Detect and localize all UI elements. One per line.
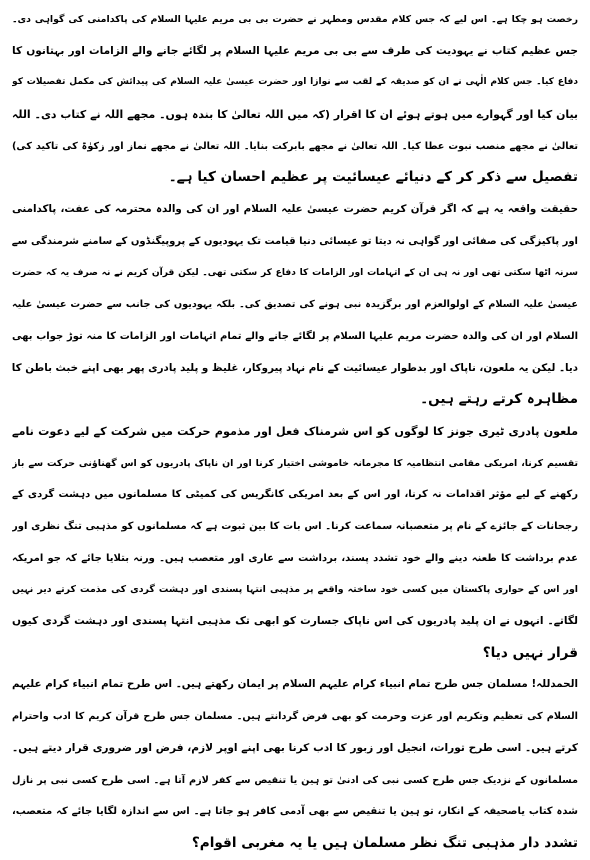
text-line: تعالیٰ نے مجھے منصب نبوت عطا کیا۔ اللہ تعالیٰ نے مجھے بابرکت بنایا۔ اللہ تعالیٰ نے مجھے نماز اور زکوٰۃ کی تاکید کی) bbox=[12, 140, 578, 152]
text-line: دفاع کیا۔ جس کلام الٰہی نے ان کو صدیقہ کے لقب سے نوازا اور حضرت عیسیٰ علیہ السلام کی پیدائش کی مکمل تفصیلات کو bbox=[12, 77, 578, 88]
text-line: دیا۔ لیکن یہ ملعون، ناپاک اور بدطوار عیسائیت کے نام نہاد پیروکار، غلیظ و پلید پادری پھر بھی اپنے خبث باطن کا bbox=[12, 361, 578, 374]
text-line: بیان کیا اور گہوارے میں ہوتے ہوئے ان کا اقرار (کہ میں اللہ تعالیٰ کا بندہ ہوں۔ مجھے اللہ نے کتاب دی۔ اللہ bbox=[12, 108, 578, 122]
text-line: رکھنے کے لیے مؤثر اقدامات نہ کرنا، اور اس کے بعد امریکی کانگریس کی کمیٹی کا مسلمانوں میں دہشت گردی کے bbox=[12, 489, 578, 501]
paragraph-3 bbox=[12, 416, 578, 670]
text-line: لگاتے۔ انہوں نے ان پلید پادریوں کی اس ناپاک جسارت کو ابھی تک مذہبی انتہا پسندی اور دہشت گردی کیوں bbox=[12, 615, 578, 628]
text-line: سرنہ اٹھا سکتی تھی اور نہ ہی ان کے اتہامات اور الزامات کا دفاع کر سکتی تھی۔ لیکن قرآن کریم نے نہ صرف یہ کہ حضرت bbox=[12, 267, 578, 278]
text-line: مظاہرہ کرتے رہتے ہیں۔ bbox=[420, 391, 578, 408]
paragraph-4 bbox=[12, 669, 578, 859]
text-line: مسلمانوں کے نزدیک جس طرح کسی نبی کی ادنیٰ تو ہین یا تنقیص سے کفر لازم آتا ہے۔ اسی طرح کسی نبی پر نازل bbox=[12, 774, 578, 786]
text-line: اور اس کے حواری پاکستان میں کسی خود ساختہ واقعے پر مذہبی انتہا پسندی اور دہشت گردی کی مذمت کرتے دیر نہیں bbox=[12, 584, 578, 596]
paragraph-1 bbox=[12, 4, 578, 194]
text-line: تفصیل سے ذکر کر کے دنیائے عیسائیت پر عظیم احسان کیا ہے۔ bbox=[168, 169, 578, 186]
text-line: تقسیم کرنا، امریکی مقامی انتظامیہ کا مجرمانہ خاموشی اختیار کرنا اور ان ناپاک پادریوں کو اس گھناؤنی حرکت سے باز bbox=[12, 457, 578, 469]
text-line: رجحانات کے جائزے کے نام پر متعصبانہ سماعت کرنا۔ اس بات کا بین ثبوت ہے کہ مسلمانوں کو مذہبی تنگ نظری اور bbox=[12, 521, 578, 532]
text-line: کرتے ہیں۔ اسی طرح تورات، انجیل اور زبور کا ادب کرنا بھی اپنے اوپر لازم، فرض اور ضروری قرار دیتے ہیں۔ bbox=[12, 741, 578, 754]
text-line: اور پاکیزگی کی صفائی اور گواہی نہ دیتا تو عیسائی دنیا قیامت تک یہودیوں کے پروپیگنڈوں کے سامنے شرمندگی سے bbox=[12, 235, 578, 247]
text-line: السلام اور ان کی والدہ حضرت مریم علیہا السلام پر لگائے جانے والے تمام اتہامات اور الزامات کا منہ توڑ جواب بھی bbox=[12, 330, 578, 342]
text-line: قرار نہیں دیا؟ bbox=[482, 644, 578, 661]
text-line: السلام کی تعظیم وتکریم اور عزت وحرمت کو بھی فرض گردانتے ہیں۔ مسلمان جس طرح قرآن کریم کا ادب واحترام bbox=[12, 711, 578, 723]
text-line: رخصت ہو چکا ہے۔ اس لیے کہ جس کلام مقدس ومطہر نے حضرت بی بی مریم علیہا السلام کی پاکدامنی کی گواہی دی۔ bbox=[12, 14, 578, 25]
text-line: عیسیٰ علیہ السلام کے اولوالعزم اور برگزیدہ نبی ہونے کی تصدیق کی۔ بلکہ یہودیوں کی جانب سے حضرت عیسیٰ علیہ bbox=[12, 299, 578, 311]
text-line: الحمدللہ! مسلمان جس طرح تمام انبیاء کرام علیہم السلام پر ایمان رکھتے ہیں۔ اس طرح تمام انبیاء کرام علیہم bbox=[12, 678, 578, 691]
text-line: عدم برداشت کا طعنہ دینے والے خود تشدد پسند، برداشت سے عاری اور متعصب ہیں۔ ورنہ بتلایا جائے کہ جو امریکہ bbox=[12, 552, 578, 564]
text-line: حقیقت واقعہ یہ ہے کہ اگر قرآن کریم حضرت عیسیٰ علیہ السلام اور ان کی والدہ محترمہ کی عفت، پاکدامنی bbox=[12, 203, 578, 216]
text-line: ملعون پادری ٹیری جونز کا لوگوں کو اس شرمناک فعل اور مذموم حرکت میں شرکت کے لیے دعوت نامے bbox=[12, 424, 578, 438]
text-line: تشدد دار مذہبی تنگ نظر مسلمان ہیں یا یہ مغربی اقوام؟ bbox=[191, 834, 578, 851]
text-line: جس عظیم کتاب نے یہودیت کی طرف سے بی بی مریم علیہا السلام پر لگائے جانے والے الزامات اور بہتانوں کا bbox=[12, 44, 578, 57]
text-line: شدہ کتاب یاصحیفہ کے انکار، تو ہین یا تنقیص سے بھی آدمی کافر ہو جاتا ہے۔ اس سے اندازہ لگایا جائے کہ متعصب، bbox=[12, 806, 578, 818]
paragraph-2 bbox=[12, 194, 578, 416]
